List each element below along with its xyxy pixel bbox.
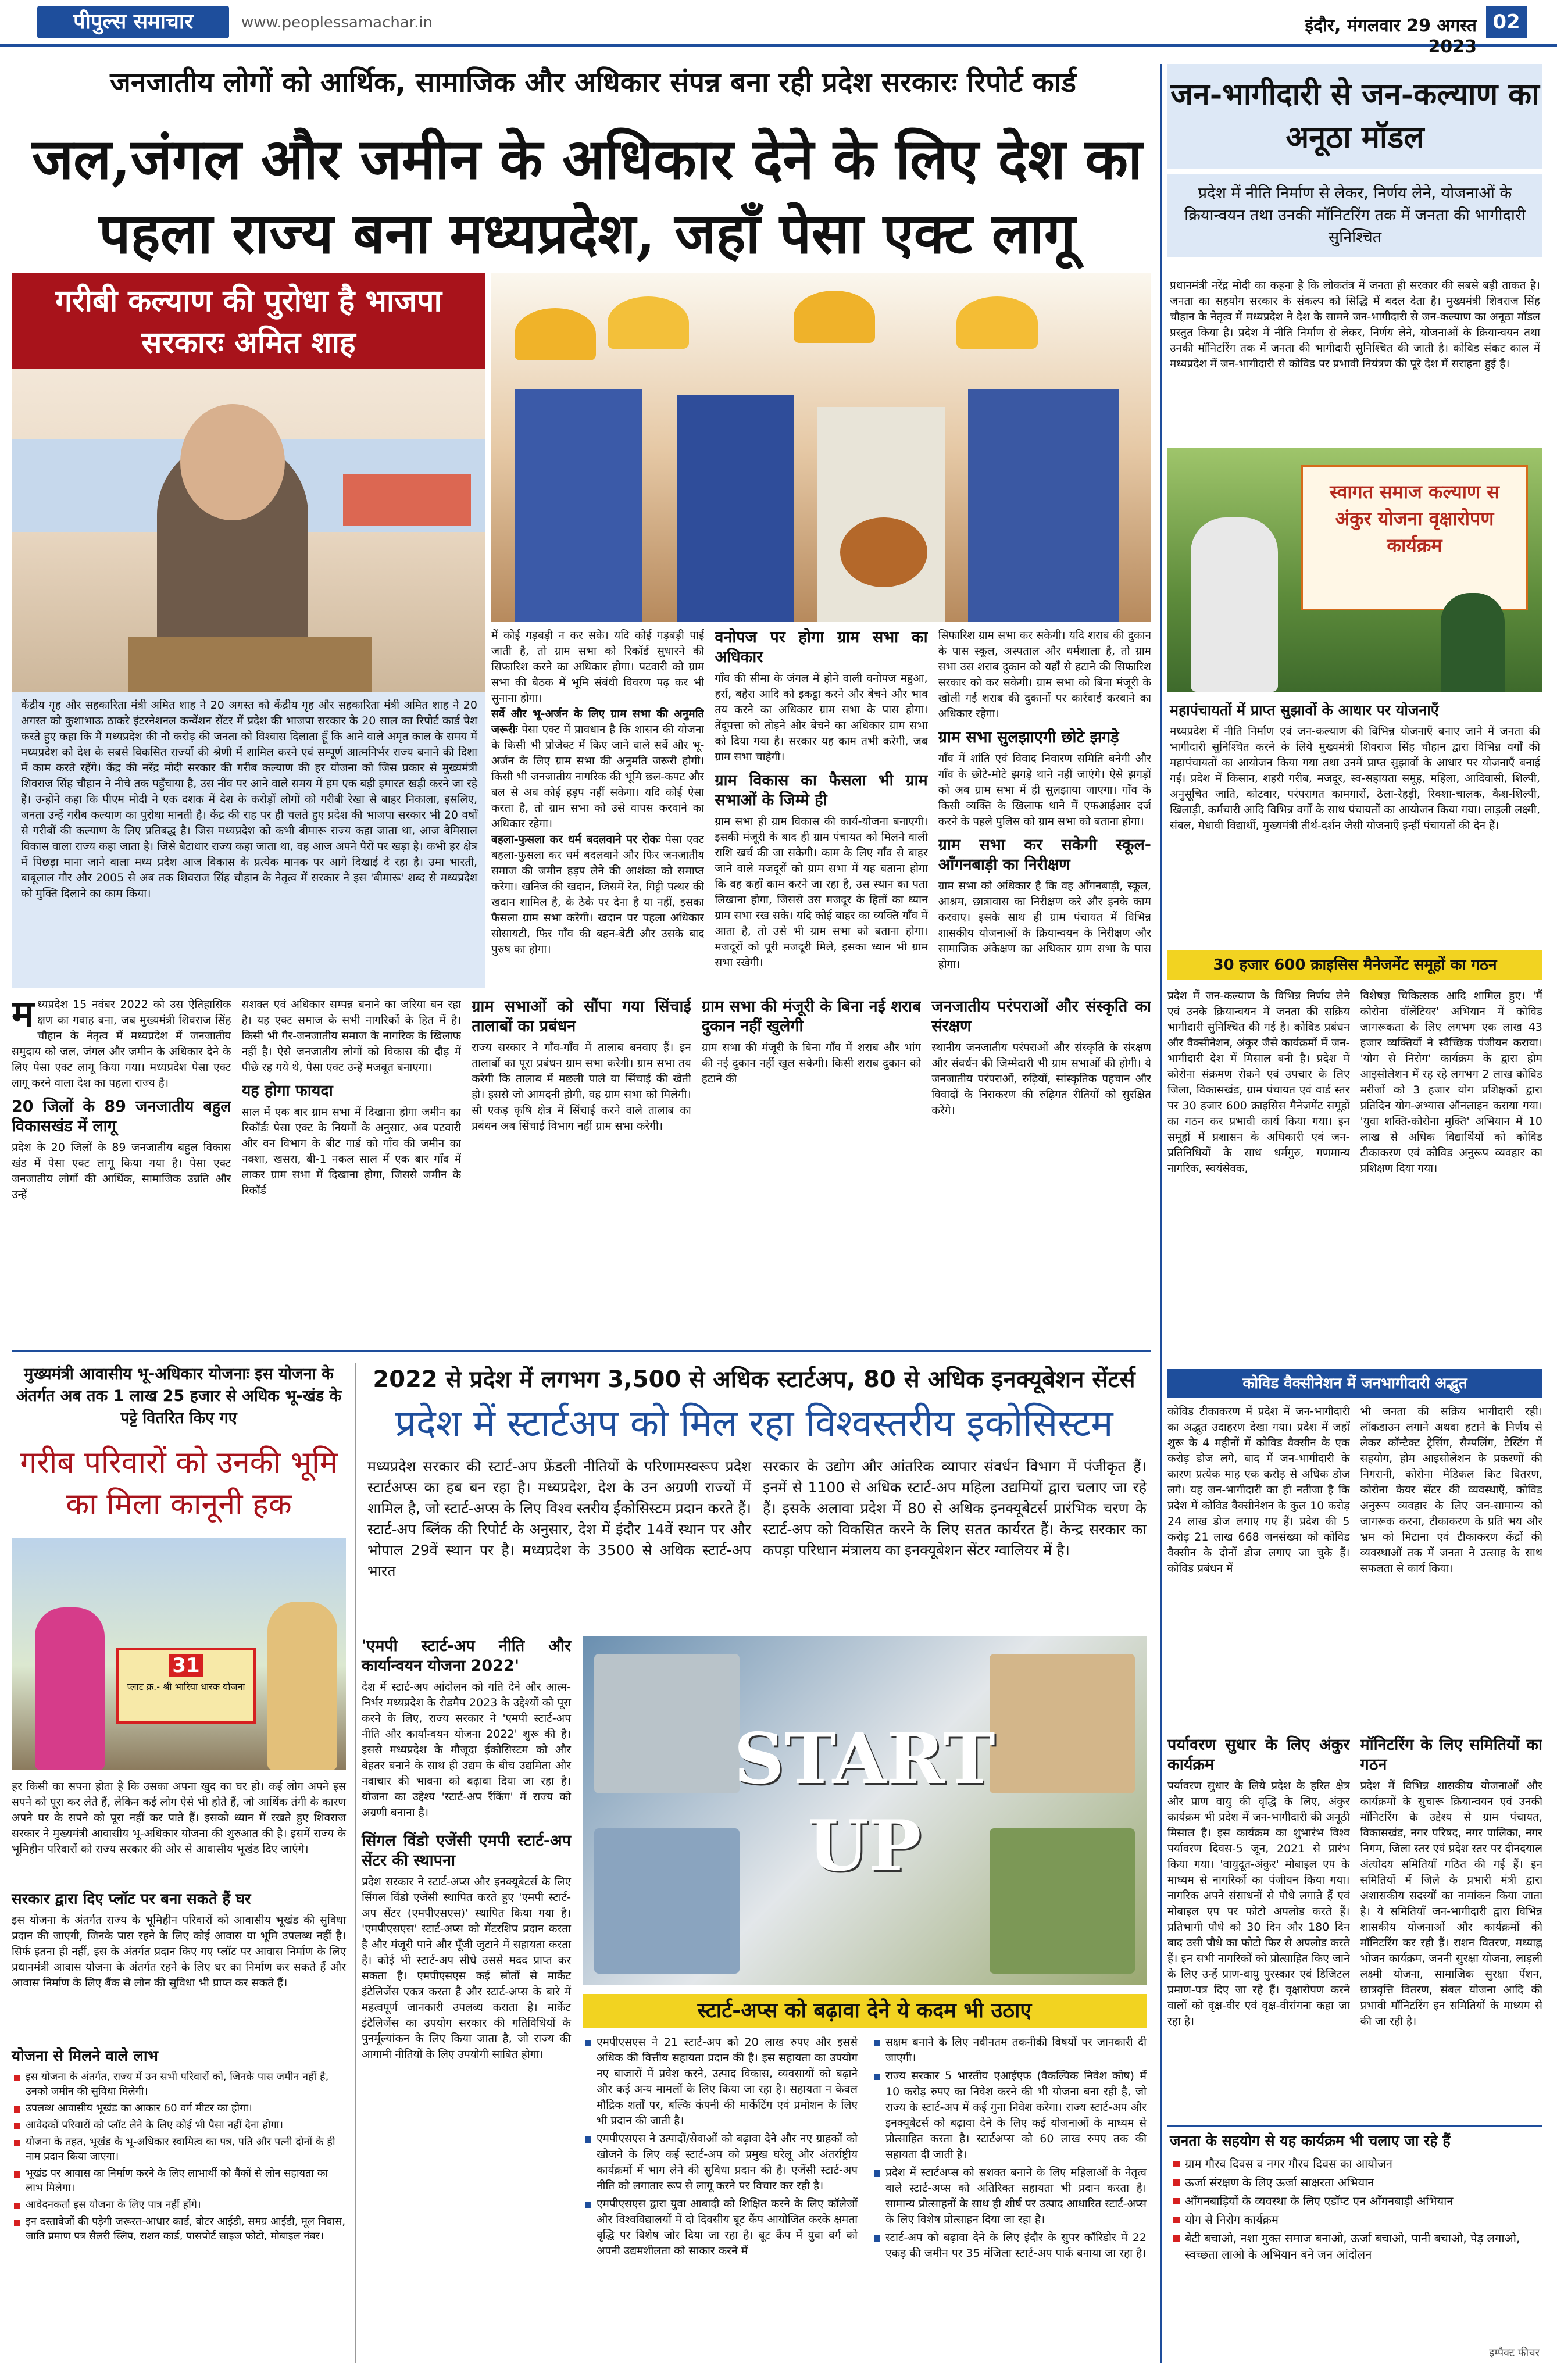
- lead-sub-liquor: ग्राम सभा की मंजूरी के बिना नई शराब दुकान नहीं खुलेगी: [701, 998, 922, 1035]
- list-item: स्टार्ट-अप को बढ़ावा देने के लिए इंदौर के सुपर कॉरिडोर में 22 एकड़ की जमीन पर 35 मंजिला स्टार्ट-अप पार्क बनाया जा रहा है।: [872, 2230, 1147, 2261]
- lead-sub-forest: वनोपज पर होगा ग्राम सभा का अधिकार: [715, 628, 928, 666]
- housing-section: [12, 1363, 346, 2363]
- lead-col-3b: ग्राम सभाओं को सौंपा गया सिंचाई तालाबों का प्रबंधन राज्य सरकार ने गाँव-गाँव में तालाब बनवाए हैं। इन तालाबों का पूरा प्रबंधन ग्राम सभा करेगी। ग्राम सभा तय करेगी कि तालाब में मछली पाले या सिंचाई की खेती हो। इससे जो आमदनी होगी, वह ग्राम सभा को मिलेगी। सौ एकड़ कृषि क्षेत्र में सिंचाई करने वाले तालाब का प्रबंधन अब सिंचाई विभाग नहीं ग्राम सभा करेगी।: [472, 998, 691, 1132]
- lead-headline: जल,जंगल और जमीन के अधिकार देने के लिए देश का पहला राज्य बना मध्यप्रदेश, जहाँ पेसा एक्ट लागू: [32, 126, 1142, 266]
- lead-col-5: सिफारिश ग्राम सभा कर सकेगी। यदि शराब की दुकान के पास स्कूल, अस्पताल और धर्मशाला है, तो ग्राम सभा उस शराब दुकान को यहाँ से हटाने की सिफारिश सरकार को कर सकेगी। ग्राम सभा को बिना मंजूरी के खोली गई शराब की दुकानों पर कार्रवाई करवाने का अधिकार रहेगा। ग्राम सभा सुलझाएगी छोटे झगड़े गाँव में शांति एवं विवाद निवारण समिति बनेगी और गाँव के छोटे-मोटे झगड़े थाने नहीं जाएंगे। ऐसे झगड़ों को अब ग्राम सभा में ही सुलझाया जाएगा। गाँव के किसी व्यक्ति के खिलाफ थाने में एफआईआर दर्ज करने के पहले पुलिस को ग्राम सभा को बताना होगा। ग्राम सभा कर सकेगी स्कूल-आँगनबाड़ी का निरीक्षण ग्राम सभा को अधिकार है कि वह आँगनबाड़ी, स्कूल, आश्रम, छात्रावास का निरीक्षण करे और इनके काम करवाए। इसके साथ ही ग्राम पंचायत में विभिन्न शासकीय योजनाओं के क्रियान्वयन के निरीक्षण और सामाजिक अंकेक्षण का अधिकार ग्राम सभा के पास होगा।: [938, 629, 1151, 971]
- sidebar-mahapanchayat-body: मध्यप्रदेश में नीति निर्माण एवं जन-कल्याण की विभिन्न योजनाएँ बनाए जाने में जनता की भागीदारी सुनिश्चित करने के लिये मुख्यमंत्री शिवराज सिंह चौहान द्वारा विभिन्न वर्गों की महापंचायतों का आयोजन किया गया तथा उनमें प्राप्त सुझावों के आधार पर योजनाएँ बनाई गईं। प्रदेश में किसान, शहरी गरीब, मजदूर, स्व-सहायता समूह, महिला, आदिवासी, शिल्पी, अनुसूचित जाति, कोटवार, परंपरागत कामगारों, ठेला-रेहड़ी, रिक्शा-चालक, कैश-शिल्पी, खिलाड़ी, कर्मचारी आदि विभिन्न वर्गों के साथ पंचायतों का आयोजन किया गया। लाड़ली लक्ष्मी, संबल, मेधावी विद्यार्थी, मुख्यमंत्री तीर्थ-दर्शन जैसी योजनाएँ इन्हीं पंचायतों की देन हैं।: [1170, 725, 1540, 832]
- startup-steps-right: [872, 2035, 1147, 2360]
- startup-policy-body: देश में स्टार्ट-अप आंदोलन को गति देने और आत्म-निर्भर मध्यप्रदेश के रोडमैप 2023 के उद्देश्यों को पूरा करने के लिए, राज्य सरकार ने 'एमपी स्टार्ट-अप नीति और कार्यान्वयन योजना 2022' शुरू की है। इससे मध्यप्रदेश के मौजूदा ईकोसिस्टम को और बेहतर बनाने के साथ ही उद्यम के बीच उद्यमिता और नवाचार की भावना को बढ़ावा दिया जा रहा है। योजना का उद्देश्य 'स्टार्ट-अप रैंकिंग' में राज्य को अग्रणी बनाना है।: [362, 1681, 571, 1819]
- housing-photo: [12, 1538, 346, 1770]
- masthead: [0, 0, 1557, 57]
- sidebar-intro: प्रधानमंत्री नरेंद्र मोदी का कहना है कि लोकतंत्र में जनता ही सरकार की सबसे बड़ी ताकत है। जनता का सहयोग सरकार के संकल्प को सिद्धि में बदल देता है। मुख्यमंत्री शिवराज सिंह चौहान के नेतृत्व में मध्यप्रदेश ने देश के सामने जन-भागीदारी से जन-कल्याण का अनूठा मॉडल प्रस्तुत किया है। प्रदेश में नीति निर्माण से लेकर, निर्णय लेने, योजनाओं के क्रियान्वयन तथा उनकी मॉनिटरिंग तक में जनता की भागीदारी सुनिश्चित की जाती है। कोविड संकट काल में मध्यप्रदेश में जन-भागीदारी से कोविड पर प्रभावी नियंत्रण की पूरे देश में सराहना हुई है।: [1170, 279, 1540, 370]
- monitoring-col: मॉनिटरिंग के लिए समितियों का गठन प्रदेश में विभिन्न शासकीय योजनाओं और कार्यक्रमों के सुचारू क्रियान्वयन एवं उनकी मॉनिटरिंग के उद्देश्य से ग्राम पंचायत, विकासखंड, नगर परिषद, नगर पालिका, नगर निगम, जिला स्तर एवं प्रदेश स्तर पर दीनदयाल अंत्योदय समितियाँ गठित की गई हैं। इन समितियों में जिले के प्रभारी मंत्री द्वारा अशासकीय सदस्यों का नामांकन किया जाता है। ये समितियाँ जन-भागीदारी द्वारा विभिन्न शासकीय योजनाओं और कार्यक्रमों की मॉनिटरिंग कर रही हैं। राशन वितरण, मध्याह्न भोजन कार्यक्रम, जननी सुरक्षा योजना, लाड़ली लक्ष्मी योजना, सामाजिक सुरक्षा पेंशन, छात्रवृत्ति वितरण, संबल योजना आदि की प्रभावी मॉनिटरिंग इन समितियों के माध्यम से की जा रही है।: [1360, 1736, 1542, 2028]
- masthead-logo: पीपुल्स समाचार: [37, 6, 229, 38]
- plantation-banner: स्वागत समाज कल्याण स अंकुर योजना वृक्षारोपण कार्यक्रम: [1301, 465, 1528, 610]
- list-item: एमपीएसएस द्वारा युवा आबादी को शिक्षित करने के लिए कॉलेजों और विश्वविद्यालयों में दो दिवसीय बूट कैंप आयोजित करके क्षमता वृद्धि पर विशेष जोर दिया जा रहा है। बूट कैंप में युवा वर्ग को अपनी उद्यमशीलता को साकार करने में: [583, 2196, 858, 2259]
- lead-sub-village-dev: ग्राम विकास का फैसला भी ग्राम सभाओं के जिम्मे ही: [715, 771, 928, 809]
- housing-benefits-list: [12, 2070, 346, 2246]
- sidebar-sub-monitoring: मॉनिटरिंग के लिए समितियों का गठन: [1360, 1736, 1542, 1774]
- startup-intro-right: सरकार के उद्योग और आंतरिक व्यापार संवर्धन विभाग में पंजीकृत हैं। इनमें से 1100 से अधिक स्टार्ट-अप महिला उद्यमियों द्वारा चलाए जा रहे हैं। इसके अलावा प्रदेश में 80 से अधिक इनक्यूबेटर्स प्रारंभिक चरण के स्टार्ट-अप को विकसित करने के लिए सतत कार्यरत हैं। केन्द्र सरकार का कपड़ा परिधान मंत्रालय का इनक्यूबेशन सेंटर ग्वालियर में है।: [763, 1458, 1147, 1559]
- list-item: राज्य सरकार 5 भारतीय एआईएफ (वैकल्पिक निवेश कोष) में 10 करोड़ रुपए का निवेश करने की भी योजना बना रही है, जो राज्य के स्टार्ट-अप में कई गुना निवेश करेगा। राज्य स्टार्ट-अप और इनक्यूबेटर्स को बढ़ावा देने के लिए कई योजनाओं के माध्यम से प्रोत्साहित करता है। स्टार्टअप्स को 60 लाख रुपए तक की सहायता दी जाती है।: [872, 2068, 1147, 2163]
- housing-plot-body: इस योजना के अंतर्गत राज्य के भूमिहीन परिवारों को आवासीय भूखंड की सुविधा प्रदान की जाएगी, जिनके पास रहने के लिए कोई आवास या भूमि उपलब्ध नहीं है। सिर्फ इतना ही नहीं, इस के अंतर्गत प्रदान किए गए प्लॉट पर आवास निर्माण के लिए प्रधानमंत्री आवास योजना के अंतर्गत रहने के लिए घर का निर्माण कर सकते हैं और आवास निर्माण के लिए बैंक से लोन की सुविधा भी प्राप्त कर सकते हैं।: [12, 1914, 346, 1989]
- startup-steps-bar: स्टार्ट-अप्स को बढ़ावा देने ये कदम भी उठाए: [583, 1994, 1147, 2028]
- lead-sub-ponds: ग्राम सभाओं को सौंपा गया सिंचाई तालाबों का प्रबंधन: [472, 998, 691, 1035]
- startup-section: [355, 1363, 1151, 2363]
- public-programs-title: जनता के सहयोग से यह कार्यक्रम भी चलाए जा रहे हैं: [1170, 2132, 1451, 2149]
- masthead-dateline: इंदौर, मंगलवार 29 अगस्त 2023: [1305, 16, 1477, 57]
- public-programs-box: [1167, 2125, 1542, 2340]
- list-item: प्रदेश में स्टार्टअप्स को सशक्त बनाने के लिए महिलाओं के नेतृत्व वाले स्टार्ट-अप्स को अतिरिक्त सहायता भी प्रदान करता है। सामान्य प्रोत्साहनों के साथ ही शीर्ष पर उत्पाद आधारित स्टार्ट-अप्स के लिए विशेष प्रोत्साहन दिया जा रहा है।: [872, 2165, 1147, 2228]
- bar-crisis-groups: 30 हजार 600 क्राइसिस मैनेजमेंट समूहों का गठन: [1167, 950, 1542, 980]
- list-item: भूखंड पर आवास का निर्माण करने के लिए लाभार्थी को बैंकों से लोन सहायता का लाभ मिलेगा।: [12, 2166, 346, 2195]
- vaccine-col-2: भी जनता की सक्रिय भागीदारी रही। लॉकडाउन लगाने अथवा हटाने के निर्णय से लेकर कॉन्टैक्ट ट्रेसिंग, सैम्पलिंग, टेस्टिंग में सहयोग, होम आइसोलेशन के प्रकरणों की निगरानी, कोरोना मेडिकल किट वितरण, कोरोना केयर सेंटर की व्यवस्थाएँ, कोविड अनुरूप व्यवहार के लिए जन-सामान्य को जागरूक करना, टीकाकरण के प्रति भय और भ्रम को मिटाना एवं टीकाकरण केंद्रों की व्यवस्थाओं तक में जनता ने उत्साह के साथ सफलता से कार्य किया।: [1360, 1405, 1542, 1575]
- startup-collage-word-1: START: [734, 1718, 995, 1800]
- housing-sub-plot: सरकार द्वारा दिए प्लॉट पर बना सकते हैं घर: [12, 1891, 251, 1908]
- plot-board: [116, 1648, 256, 1724]
- crisis-col-2: विशेषज्ञ चिकित्सक आदि शामिल हुए। 'मैं कोरोना वॉलेंटियर' अभियान में कोविड जागरूकता के लिए लगभग एक लाख 43 हजार व्यक्तियों ने स्वैच्छिक पंजीयन कराया। 'योग से निरोग' कार्यक्रम के द्वारा होम आइसोलेशन में रह रहे लगभग 2 लाख कोविड मरीजों को 3 हजार योग प्रशिक्षकों द्वारा प्रतिदिन योग-अभ्यास ऑनलाइन कराया गया। 'युवा शक्ति-कोरोना मुक्ति' अभियान में 10 लाख से अधिक विद्यार्थियों को कोविड टीकाकरण एवं कोविड अनुरूप व्यवहार का प्रशिक्षण दिया गया।: [1360, 989, 1542, 1175]
- tribal-dance-photo: [491, 273, 1151, 622]
- crisis-col-1: प्रदेश में जन-कल्याण के विभिन्न निर्णय लेने एवं उनके क्रियान्वयन में जनता की सक्रिय भागीदारी सुनिश्चित की गई है। कोविड प्रबंधन और वैक्सीनेशन, अंकुर जैसे कार्यक्रमों में जन-भागीदारी देश में मिसाल बनी है। प्रदेश में कोरोना संक्रमण रोकने एवं उपचार के लिए जिला, विकासखंड, ग्राम पंचायत एवं वार्ड स्तर पर 30 हजार 600 क्राइसिस मैनेजमेंट समूहों का गठन कर प्रभावी कार्य किया गया। इन समूहों में प्रशासन के अधिकारी एवं जन-प्रतिनिधियों के साथ धर्मगुरु, गणमान्य नागरिक, स्वयंसेवक,: [1167, 989, 1350, 1175]
- startup-window-body: प्रदेश सरकार ने स्टार्ट-अप्स और इनक्यूबेटर्स के लिए सिंगल विंडो एजेंसी स्थापित करते हुए 'एमपी स्टार्ट-अप सेंटर (एमपीएसएस)' स्थापित किया गया है। 'एमपीएसएस' स्टार्ट-अप्स को मेंटरशिप प्रदान करता है और मंजूरी पाने और पूँजी जुटाने में सहायता करता है। कोई भी स्टार्ट-अप सीधे उससे मदद प्राप्त कर सकता है। एमपीएसएस कई स्रोतों से मार्केट इंटेलिजेंस एकत्र करता है और स्टार्ट-अप्स के बारे में महत्वपूर्ण जानकारी उपलब्ध कराता है। मार्केट इंटेलिजेंस का उपयोग सरकार की गतिविधियों के पुनर्मूल्यांकन के लिए किया जाता है, जो राज्य की आगामी नीतियों के लिए उपयोगी साबित होगा।: [362, 1875, 571, 2061]
- right-sidebar: [1160, 64, 1547, 2363]
- lead-sub-disputes: ग्राम सभा सुलझाएगी छोटे झगड़े: [938, 728, 1119, 746]
- startup-headline: प्रदेश में स्टार्टअप को मिल रहा विश्वस्तरीय इकोसिस्टम: [395, 1402, 1113, 1445]
- list-item: बेटी बचाओ, नशा मुक्त समाज बनाओ, ऊर्जा बचाओ, पानी बचाओ, पेड़ लगाओ, स्वच्छता लाओ के अभियान बने जन आंदोलन: [1171, 2230, 1539, 2263]
- shah-body: केंद्रीय गृह और सहकारिता मंत्री अमित शाह ने 20 अगस्त को केंद्रीय गृह और सहकारिता मंत्री अमित शाह ने 20 अगस्त को कुशाभाऊ ठाकरे इंटरनेशनल कन्वेंशन सेंटर में प्रदेश की भाजपा सरकार के 20 साल का रिपोर्ट कार्ड पेश करते हुए कहा कि मैं मध्यप्रदेश की नौ करोड़ की जनता को विश्वास दिलाता हूँ कि आने वाले अमृत काल के समय में मध्यप्रदेश को देश के सबसे विकसित राज्यों की श्रेणी में शामिल करने एवं सम्पूर्ण आत्मनिर्भर राज्य बनाने की दिशा में काम करते रहेंगे। केंद्र की नरेंद्र मोदी सरकार की गरीब कल्याण की हर योजना को जिस प्रकार से मुख्यमंत्री शिवराज सिंह चौहान ने नीचे तक पहुँचाया है, उस नींव पर आने वाले समय में हम एक बड़ी इमारत खड़ी करने जा रहे हैं। उन्होंने कहा कि पीएम मोदी ने एक दशक में देश के करोड़ों लोगों को गरीबी रेखा से बाहर निकाला, इसलिए, जनता उन्हें गरीब कल्याण का पुरोधा मानती है। केंद्र की राह पर ही चलते हुए प्रदेश की भाजपा सरकार भी 20 वर्षों से गरीबों की कल्याण के लिए प्रतिबद्ध है। जिस मध्यप्रदेश को कभी बीमारू राज्य कहा जाता था, आज बेमिसाल विकास वाला राज्य कहा जाता है। जिसे बैटाधार राज्य कहा जाता था, वह आज अपने पैरों पर खड़ा है। कभी हर क्षेत्र में पिछड़ा माना जाने वाला मध्य प्रदेश आज विकास के प्रत्येक मानक पर आगे दिखाई दे रहा है। उमा भारती, बाबूलाल गौर और 2005 से अब तक शिवराज सिंह चौहान के नेतृत्व में सरकार ने इस 'बीमारू' शब्द से मध्यप्रदेश को मुक्ति दिलाने का काम किया।: [21, 699, 477, 900]
- startup-steps-left: [583, 2035, 858, 2360]
- housing-intro: हर किसी का सपना होता है कि उसका अपना खुद का घर हो। कई लोग अपने इस सपने को पूरा कर लेते हैं, लेकिन कई लोग ऐसे भी होते हैं, जो आर्थिक तंगी के कारण अपने घर के सपने को पूरा नहीं कर पाते हैं। इसको ध्यान में रखते हुए शिवराज सरकार ने मुख्यमंत्री आवासीय भू-अधिकार योजना की शुरुआत की है। इसमें राज्य के भूमिहीन परिवारों को राज्य सरकार की ओर से आवासीय भूखंड दिए जाएंगे।: [12, 1780, 346, 1856]
- lead-columns: [491, 628, 1151, 988]
- lead-sub-20-districts: 20 जिलों के 89 जनजातीय बहुल विकासखंड में लागू: [12, 1098, 231, 1135]
- startup-kicker: 2022 से प्रदेश में लगभग 3,500 से अधिक स्टार्टअप, 80 से अधिक इनक्यूबेशन सेंटर्स: [373, 1366, 1135, 1393]
- list-item: योजना के तहत, भूखंड के भू-अधिकार स्वामित्व का पत्र, पति और पत्नी दोनों के ही नाम प्रदान किया जाएगा।: [12, 2135, 346, 2164]
- list-item: इस योजना के अंतर्गत, राज्य में उन सभी परिवारों को, जिनके पास जमीन नहीं है, उनको जमीन की सुविधा मिलेगी।: [12, 2070, 346, 2099]
- shah-title: गरीबी कल्याण की पुरोधा है भाजपा सरकारः अमित शाह: [12, 273, 485, 369]
- lead-lower-columns: [12, 997, 1151, 1340]
- list-item: ग्राम गौरव दिवस व नगर गौरव दिवस का आयोजन: [1171, 2156, 1539, 2172]
- section-divider: [12, 1350, 1151, 1352]
- list-item: ऊर्जा संरक्षण के लिए ऊर्जा साक्षरता अभियान: [1171, 2174, 1539, 2190]
- list-item: सक्षम बनाने के लिए नवीनतम तकनीकी विषयों पर जानकारी दी जाएगी।: [872, 2035, 1147, 2066]
- housing-sub-benefits: योजना से मिलने वाले लाभ: [12, 2047, 158, 2065]
- sidebar-title: जन-भागीदारी से जन-कल्याण का अनूठा मॉडल: [1167, 64, 1542, 169]
- list-item: एमपीएसएस ने उत्पादों/सेवाओं को बढ़ावा देने और नए ग्राहकों को खोजने के लिए कई स्टार्ट-अप को प्रमुख घरेलू और अंतर्राष्ट्रीय कार्यक्रमों में भाग लेने की सुविधा प्रदान की है। एजेंसी स्टार्ट-अप नीति को लगातार रूप से लागू करने पर विचार कर रही है।: [583, 2131, 858, 2194]
- shah-box: [12, 273, 485, 988]
- shah-photo: [12, 369, 485, 692]
- list-item: आवेदनकर्ता इस योजना के लिए पात्र नहीं होंगे।: [12, 2197, 346, 2212]
- startup-collage: [583, 1636, 1147, 1985]
- housing-headline: गरीब परिवारों को उनकी भूमि का मिला कानूनी हक: [20, 1445, 338, 1522]
- list-item: आवेदकों परिवारों को प्लॉट लेने के लिए कोई भी पैसा नहीं देना होगा।: [12, 2118, 346, 2132]
- public-programs-list: [1167, 2156, 1542, 2263]
- lead-col-1: मध्यप्रदेश 15 नवंबर 2022 को उस ऐतिहासिक क्षण का गवाह बना, जब मुख्यमंत्री शिवराज सिंह चौहान के नेतृत्व में मध्यप्रदेश में जनजातीय समुदाय को जल, जंगल और जमीन के अधिकार देने के लिए पेसा एक्ट लागू किया गया। मध्यप्रदेश पेसा एक्ट लागू करने वाला देश का पहला राज्य है। 20 जिलों के 89 जनजातीय बहुल विकासखंड में लागू प्रदेश के 20 जिलों के 89 जनजातीय बहुल विकास खंड में पेसा एक्ट लागू किया गया है। पेसा एक्ट जनजातीय लोगों की आर्थिक, सामाजिक उन्नति और उन्हें: [12, 997, 231, 1201]
- startup-window-title: सिंगल विंडो एजेंसी एमपी स्टार्ट-अप सेंटर की स्थापना: [362, 1832, 571, 1870]
- startup-policy-title: 'एमपी स्टार्ट-अप नीति और कार्यान्वयन योजना 2022': [362, 1637, 571, 1675]
- sidebar-deck: प्रदेश में नीति निर्माण से लेकर, निर्णय लेने, योजनाओं के क्रियान्वयन तथा उनकी मॉनिटरिंग तक में जनता की भागीदारी सुनिश्चित: [1167, 174, 1542, 257]
- sidebar-sub-mahapanchayat: महापंचायतों में प्राप्त सुझावों के आधार पर योजनाएँ: [1170, 702, 1439, 719]
- startup-collage-word-2: UP: [808, 1805, 922, 1887]
- lead-sub-conversion: बहला-फुसला कर धर्म बदलवाने पर रोकः: [491, 833, 660, 846]
- ankur-col: पर्यावरण सुधार के लिए अंकुर कार्यक्रम पर्यावरण सुधार के लिये प्रदेश के हरित क्षेत्र और प्राण वायु की वृद्धि के लिए, अंकुर कार्यक्रम भी प्रदेश में जन-भागीदारी की अनूठी मिसाल है। इस कार्यक्रम का शुभारंभ विश्व पर्यावरण दिवस-5 जून, 2021 से प्रारंभ किया गया। 'वायुदूत-अंकुर' मोबाइल एप के माध्यम से नागरिकों का पंजीयन किया गया। नागरिक अपने संसाधनों से पौधे लगाते हैं एवं मोबाइल एप पर फोटो अपलोड करते हैं। प्रतिभागी पौधे को 30 दिन और 180 दिन बाद उसी पौधे का फोटो फिर से अपलोड करते हैं। इन सभी नागरिकों को प्रोत्साहित किए जाने के लिए उन्हें प्राण-वायु पुरस्कार एवं डिजिटल प्रमाण-पत्र दिए जा रहे हैं। वृक्षारोपण करने वालों को वृक्ष-वीर एवं वृक्ष-वीरांगना कहा जा रहा है।: [1167, 1736, 1350, 2028]
- list-item: उपलब्ध आवासीय भूखंड का आकार 60 वर्ग मीटर का होगा।: [12, 2101, 346, 2115]
- impact-feature-tag: इम्पैक्ट फीचर: [1489, 2347, 1540, 2359]
- lead-col-4: वनोपज पर होगा ग्राम सभा का अधिकार गाँव की सीमा के जंगल में होने वाली वनोपज महुआ, हर्रा, बहेरा आदि को इकट्ठा करने और बेचने और भाव तय करने का अधिकार ग्राम सभा के पास होगा। तेंदूपत्ता को तोड़ने और बेचने का अधिकार ग्राम सभा को दिया गया है। सरकार यह काम तभी करेगी, जब ग्राम सभा चाहेगी। ग्राम विकास का फैसला भी ग्राम सभाओं के जिम्मे ही ग्राम सभा ही ग्राम विकास की कार्य-योजना बनाएगी। इसकी मंजूरी के बाद ही ग्राम पंचायत को मिलने वाली राशि खर्च की जा सकेगी। काम के लिए गाँव से बाहर जाने वाले मजदूरों को ग्राम सभा में यह बताना होगा कि वह कहाँ काम करने जा रहा है, उस स्थान का पता लिखाना होगा, जिससे उस मजदूर के हितों का ध्यान ग्राम सभा रख सके। यदि कोई बाहर का व्यक्ति गाँव में आता है, तो उसे भी ग्राम सभा को बताना होगा। मजदूरों को पूरी मजदूरी मिले, इसका ध्यान भी ग्राम सभा रखेगी।: [715, 628, 928, 969]
- plantation-photo: [1167, 448, 1542, 692]
- lead-kicker: जनजातीय लोगों को आर्थिक, सामाजिक और अधिकार संपन्न बना रही प्रदेश सरकारः रिपोर्ट कार्ड: [110, 66, 1076, 99]
- startup-intro-left: मध्यप्रदेश सरकार की स्टार्ट-अप फ्रेंडली नीतियों के परिणामस्वरूप प्रदेश स्टार्टअप्स का हब बन रहा है। मध्यप्रदेश, देश के उन अग्रणी राज्यों में शामिल है, जो स्टार्ट-अप्स के लिए विश्व स्तरीय ईकोसिस्टम प्रदान करते हैं। स्टार्ट-अप ब्लिंक की रिपोर्ट के अनुसार, देश में इंदौर 14वें स्थान पर और भोपाल 29वें स्थान पर है। मध्यप्रदेश के 3500 से अधिक स्टार्ट-अप भारत: [367, 1458, 751, 1579]
- masthead-website[interactable]: www.peoplessamachar.in: [241, 14, 433, 31]
- list-item: इन दस्तावेजों की पड़ेगी जरूरत-आधार कार्ड, वोटर आईडी, समग्र आईडी, मूल निवास, जाति प्रमाण पत्र सैलरी स्लिप, राशन कार्ड, पासपोर्ट साइज फोटो, मोबाइल नंबर।: [12, 2214, 346, 2243]
- sidebar-sub-ankur: पर्यावरण सुधार के लिए अंकुर कार्यक्रम: [1167, 1736, 1350, 1774]
- lead-col-2: सशक्त एवं अधिकार सम्पन्न बनाने का जरिया बन रहा है। यह एक्ट समाज के सभी नागरिकों के हित में है। किसी भी गैर-जनजातीय समाज के नागरिक के खिलाफ नहीं है। ऐसे जनजातीय लोगों को विकास की दौड़ में पीछे रह गये थे, पेसा एक्ट उन्हें मजबूत बनाएगा। यह होगा फायदा साल में एक बार ग्राम सभा में दिखाना होगा जमीन का रिकॉर्डः पेसा एक्ट के नियमों के अनुसार, अब पटवारी और वन विभाग के बीट गार्ड को गाँव की जमीन का नक्शा, खसरा, बी-1 नकल साल में एक बार गाँव में लाकर ग्राम सभा में दिखाना होगा, जिससे जमीन के रिकॉर्ड: [241, 998, 462, 1197]
- bar-vaccination: कोविड वैक्सीनेशन में जनभागीदारी अद्भुत: [1167, 1369, 1542, 1398]
- lead-col-4b: ग्राम सभा की मंजूरी के बिना नई शराब दुकान नहीं खुलेगी ग्राम सभा की मंजूरी के बिना गाँव में शराब और भांग की नई दुकान नहीं खुल सकेगी। किसी शराब दुकान को हटाने की: [701, 998, 922, 1085]
- plot-number: 31: [169, 1654, 203, 1677]
- housing-kicker: मुख्यमंत्री आवासीय भू-अधिकार योजनाः इस योजना के अंतर्गत अब तक 1 लाख 25 हजार से अधिक भू-खंड के पट्टे वितरित किए गए: [16, 1365, 342, 1427]
- page-number: 02: [1486, 6, 1527, 38]
- list-item: योग से निरोग कार्यक्रम: [1171, 2211, 1539, 2228]
- lead-sub-survey: सर्वे और भू-अर्जन के लिए ग्राम सभा की अनुमति जरूरीः: [491, 707, 705, 736]
- list-item: एमपीएसएस ने 21 स्टार्ट-अप को 20 लाख रुपए और इससे अधिक की वित्तीय सहायता प्रदान की है। इस सहायता का उपयोग नए बाजारों में प्रवेश करने, उत्पाद विकास, व्यवसायों को बढ़ाने और कई अन्य मामलों के लिए किया जा रहा है। सहायता न केवल मौद्रिक शर्तों पर, बल्कि कंपनी की मार्केटिंग एवं प्रमोशन के लिए भी प्रदान की जाती है।: [583, 2035, 858, 2129]
- lead-sub-culture: जनजातीय परंपराओं और संस्कृति का संरक्षण: [931, 998, 1151, 1035]
- plot-board-text: प्लाट क्र.- श्री भारिया धारक योजना: [127, 1681, 245, 1692]
- vaccine-col-1: कोविड टीकाकरण में प्रदेश में जन-भागीदारी का अद्भुत उदाहरण देखा गया। प्रदेश में जहाँ शुरू के 4 महीनों में कोविड वैक्सीन के एक करोड़ डोज लगे, बाद में जन-भागीदारी के कारण प्रत्येक माह एक करोड़ से अधिक डोज लगे। यह जन-भागीदारी का ही नतीजा है कि प्रदेश में कोविड वैक्सीनेशन के कुल 10 करोड़ 24 लाख डोज लगाए गए हैं। प्रदेश की 5 करोड़ 21 लाख 668 जनसंख्या को कोविड वैक्सीन के दोनों डोज लगाए जा चुके हैं। कोविड प्रबंधन में: [1167, 1405, 1350, 1575]
- list-item: आँगनबाड़ियों के व्यवस्था के लिए एडॉप्ट एन आँगनबाड़ी अभियान: [1171, 2193, 1539, 2209]
- lead-sub-benefits: यह होगा फायदा: [241, 1082, 333, 1100]
- lead-col-5b: जनजातीय परंपराओं और संस्कृति का संरक्षण स्थानीय जनजातीय परंपराओं और संस्कृति के संरक्षण और संवर्धन की जिम्मेदारी भी ग्राम सभाओं की होगी। ये जनजातीय परंपराओं, रुढ़ियों, सांस्कृतिक पहचान और विवादों के निराकरण की रुढ़िगत रीतियों को सुरक्षित करेंगे।: [931, 998, 1151, 1117]
- lead-col-3: में कोई गड़बड़ी न कर सके। यदि कोई गड़बड़ी पाई जाती है, तो ग्राम सभा को रिकॉर्ड सुधारने की सिफारिश करने का अधिकार होगा। पटवारी को ग्राम सभा की बैठक में भूमि संबंधी विवरण पढ़ कर भी सुनाना होगा। सर्वे और भू-अर्जन के लिए ग्राम सभा की अनुमति जरूरीः पेसा एक्ट में प्रावधान है कि शासन की योजना के किसी भी प्रोजेक्ट में किए जाने वाले सर्वे और भू-अर्जन के लिए ग्राम सभा की अनुमति जरूरी होगी। किसी भी जनजातीय नागरिक की भूमि छल-कपट और बल से अब कोई हड़प नहीं सकेगा। यदि कोई ऐसा करता है, तो ग्राम सभा को उसे वापस करवाने का अधिकार रहेगा। बहला-फुसला कर धर्म बदलवाने पर रोकः पेसा एक्ट बहला-फुसला कर धर्म बदलवाने और फिर जनजातीय समाज की जमीन हड़प लेने की आशंका को समाप्त करेगा। खनिज की खदान, जिसमें रेत, गिट्टी पत्थर की खदान शामिल है, के ठेके पर देना है या नहीं, इसका फैसला ग्राम सभा करेगी। खदान पर पहला अधिकार सोसायटी, फिर गाँव की बहन-बेटी और उसके बाद पुरुष का होगा।: [491, 629, 705, 956]
- lead-sub-school: ग्राम सभा कर सकेगी स्कूल-आँगनबाड़ी का निरीक्षण: [938, 836, 1151, 874]
- startup-policy-col: [362, 1636, 571, 2352]
